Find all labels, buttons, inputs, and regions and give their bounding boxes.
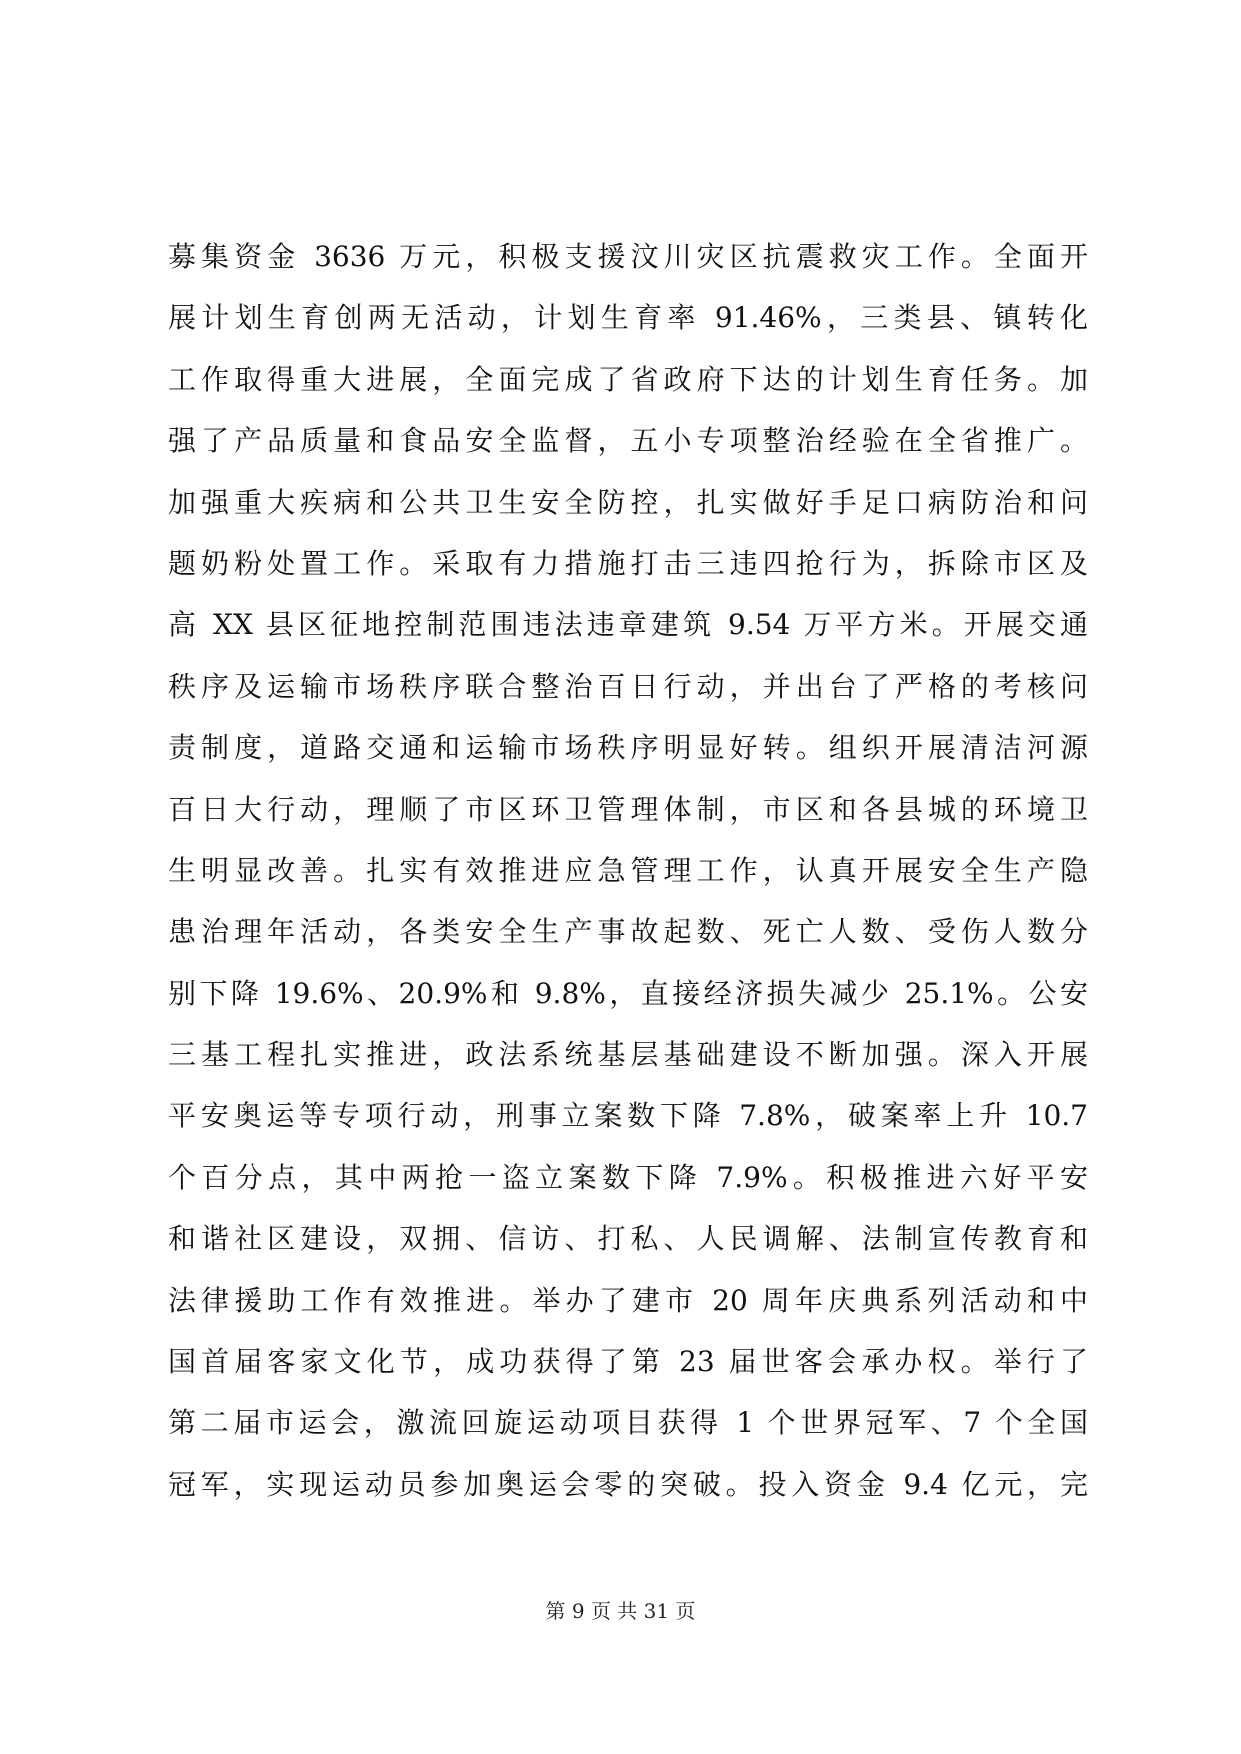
text-line: 工作取得重大进展，全面完成了省政府下达的计划生育任务。加	[168, 362, 1088, 396]
text-line: 募集资金 3636 万元，积极支援汶川灾区抗震救灾工作。全面开	[168, 240, 1088, 273]
text-line: 强了产品质量和食品安全监督，五小专项整治经验在全省推广。	[168, 424, 1088, 458]
text-line: 高 XX 县区征地控制范围违法违章建筑 9.54 万平方米。开展交通	[168, 608, 1088, 642]
text-line: 秩序及运输市场秩序联合整治百日行动，并出台了严格的考核问	[168, 669, 1088, 703]
text-line: 个百分点，其中两抢一盗立案数下降 7.9%。积极推进六好平安	[168, 1160, 1088, 1194]
body-text	[168, 226, 1088, 1515]
text-line: 别下降 19.6%、20.9%和 9.8%，直接经济损失减少 25.1%。公安	[168, 976, 1088, 1010]
text-line: 题奶粉处置工作。采取有力措施打击三违四抢行为，拆除市区及	[168, 546, 1088, 580]
text-line: 责制度，道路交通和运输市场秩序明显好转。组织开展清洁河源	[168, 731, 1088, 765]
text-line: 和谐社区建设，双拥、信访、打私、人民调解、法制宣传教育和	[168, 1222, 1088, 1256]
text-line: 冠军，实现运动员参加奥运会零的突破。投入资金 9.4 亿元，完	[168, 1467, 1088, 1501]
text-line: 患治理年活动，各类安全生产事故起数、死亡人数、受伤人数分	[168, 915, 1088, 949]
text-line: 生明显改善。扎实有效推进应急管理工作，认真开展安全生产隐	[168, 853, 1088, 887]
text-line: 第二届市运会，激流回旋运动项目获得 1 个世界冠军、7 个全国	[168, 1406, 1088, 1440]
text-line: 法律援助工作有效推进。举办了建市 20 周年庆典系列活动和中	[168, 1283, 1088, 1317]
text-line: 国首届客家文化节，成功获得了第 23 届世客会承办权。举行了	[168, 1345, 1088, 1379]
text-line: 展计划生育创两无活动，计划生育率 91.46%，三类县、镇转化	[168, 301, 1088, 335]
text-line: 三基工程扎实推进，政法系统基层基础建设不断加强。深入开展	[168, 1038, 1088, 1072]
text-line: 加强重大疾病和公共卫生安全防控，扎实做好手足口病防治和问	[168, 485, 1088, 519]
text-line: 平安奥运等专项行动，刑事立案数下降 7.8%，破案率上升 10.7	[168, 1099, 1088, 1133]
text-line: 百日大行动，理顺了市区环卫管理体制，市区和各县城的环境卫	[168, 792, 1088, 826]
page-number-footer: 第 9 页 共 31 页	[545, 1599, 696, 1623]
